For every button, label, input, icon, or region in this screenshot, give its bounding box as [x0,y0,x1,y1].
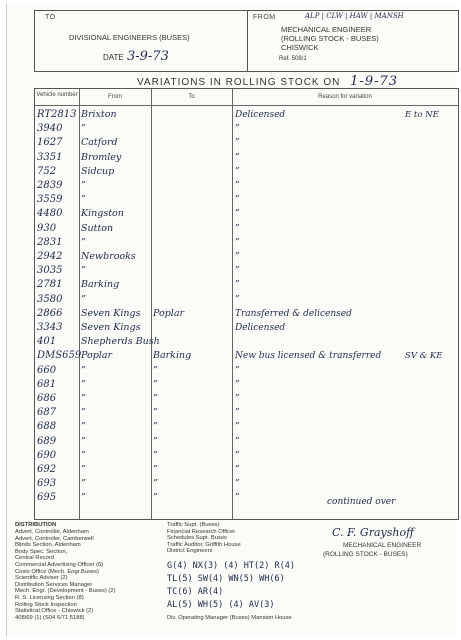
vehicle-number: 695 [37,492,57,504]
vehicle-number: 3559 [37,194,63,206]
to-garage: ” [153,421,158,433]
row-note: E to NE [405,110,439,120]
distribution-entry: Mech. Engr. (Development - Buses) (2) [15,588,116,595]
distribution-list-1 [15,529,116,621]
col-header-reason: Reason for variation [318,94,372,100]
reason-text: ” [235,394,240,404]
to-garage [153,264,233,278]
reason-text: ” [235,252,240,262]
distribution-entry: TL(5) SW(4) WN(5) WH(6) [167,574,285,584]
vehicle-number: 690 [37,449,57,461]
to-garage [153,293,233,307]
from-garage: ” [81,407,86,419]
from-garage: ” [81,194,86,206]
from-garage: Seven Kings [81,322,141,333]
table-row [35,463,458,477]
vehicle-number: 3351 [37,151,63,163]
variations-table [34,88,459,520]
vehicle-number: 688 [37,421,57,433]
row-note: SV & KE [405,351,443,362]
to-garage [153,179,233,193]
table-row [35,449,458,463]
from-garage: Barking [81,279,120,291]
distribution-entry: 408/69 (1) (S04 6/71 5188) [15,614,85,621]
from-garage: Kingston [81,208,124,220]
table-row [35,108,458,122]
distribution-entry: Scientific Adviser (2) [15,575,68,582]
signature: C. F. Grayshoff [332,526,414,539]
to-garage [153,207,233,221]
distribution-list-2 [167,522,241,555]
col-header-from: From [108,94,122,100]
table-row [35,293,458,307]
distribution-entry: Rolling Stock Inspection [15,601,77,608]
reason-text: ” [235,450,240,461]
from-garage: ” [81,293,86,305]
to-garage: ” [153,492,158,504]
from-garage: ” [81,364,86,376]
reason-text: ” [235,209,240,220]
vehicle-number: 689 [37,435,57,447]
distribution-entry: TC(6) AR(4) [167,587,224,597]
handwritten-annotation: ALP | CLW | HAW | MANSH [305,12,404,20]
reason-text: ” [235,181,240,191]
header-divider [247,11,248,71]
reason-text: ” [235,365,240,376]
date-label: DATE [103,53,124,62]
from-garage: ” [81,435,86,447]
to-garage: ” [153,378,158,390]
table-row [35,222,458,236]
from-garage: ” [81,265,86,277]
vehicle-number: 3343 [37,322,63,333]
to-garage: ” [153,364,158,376]
reason-text: Delicensed [235,323,286,333]
to-garage [153,122,233,136]
to-garage: ” [153,435,158,447]
to-garage [153,335,233,349]
table-row [35,335,458,349]
from-garage: ” [81,123,86,135]
to-garage: ” [153,449,158,461]
to-garage [153,250,233,264]
vehicle-number: 1627 [37,137,63,149]
table-row [35,378,458,392]
vehicle-number: 3035 [37,265,63,277]
reason-text: ” [235,479,240,490]
vehicle-number: 930 [37,222,57,234]
from-garage: Brixton [81,109,117,120]
table-row [35,307,458,321]
table-row [35,236,458,250]
vehicle-number: 401 [37,336,57,348]
vehicle-number: 2781 [37,279,63,291]
reason-text: ” [235,379,240,390]
from-garage: ” [81,421,86,433]
from-garage: Sutton [81,222,114,234]
reason-text: ” [235,422,240,433]
reason-text: ” [235,465,240,475]
distribution-entry: Traffic Auditor, Griffith House [167,541,241,548]
from-garage: Seven Kings [81,307,141,319]
reason-text: ” [235,237,240,248]
vehicle-number: 3940 [37,123,63,135]
vehicle-number: 3580 [37,293,63,305]
reason-text: ” [235,152,240,163]
signature-title-2: (ROLLING STOCK - BUSES) [323,551,408,558]
reason-text: ” [235,124,240,135]
table-row [35,477,458,491]
table-row [35,321,458,335]
from-line-1: MECHANICAL ENGINEER [281,25,372,34]
distribution-entry: G(4) NX(3) (4) HT(2) R(4) [167,561,295,571]
to-garage: ” [153,393,158,404]
reason-text: ” [235,138,240,149]
reason-text: ” [235,195,240,206]
continued-over-note: continued over [327,497,396,507]
to-garage [153,151,233,165]
table-row [35,207,458,221]
from-garage: ” [81,393,86,404]
from-garage: ” [81,180,86,191]
title-date: 1-9-73 [350,74,399,89]
distribution-entry: Central Record [15,555,54,562]
vehicle-number: 4480 [37,208,63,220]
reason-text: New bus licensed & transferred [235,351,382,362]
depot-codes [167,560,295,612]
reason-text: ” [235,436,240,447]
to-garage [153,321,233,335]
from-garage: ” [81,236,86,248]
to-garage: Poplar [153,307,185,319]
distribution-entry: Advert, Controller, Aldenham [15,529,89,535]
table-row [35,435,458,449]
reason-text: ” [235,266,240,277]
table-row [35,420,458,434]
reason-text: ” [235,493,240,504]
vehicle-number: 752 [37,165,57,177]
table-row [35,165,458,179]
to-garage [153,222,233,236]
reason-text: ” [235,223,240,234]
from-garage: ” [81,449,86,461]
to-garage: Barking [153,350,192,362]
table-row [35,193,458,207]
vehicle-number: RT2813 [37,109,77,120]
document-title [137,74,398,89]
table-row [35,179,458,193]
from-garage: ” [81,378,86,390]
distribution-footer: Div. Operating Manager (Buses) Mansion House [167,615,292,621]
to-garage [153,236,233,250]
distribution-entry: Commercial Advertising Officer (6) [15,561,104,568]
reason-text: ” [235,166,240,177]
from-line-3: CHISWICK [281,43,319,52]
reason-text: ” [235,294,240,305]
from-garage: Poplar [81,350,113,362]
vehicle-number: DMS659 [37,350,82,362]
distribution-entry: Body Spec. Section, [15,548,68,555]
reason-text: Delicensed [235,110,286,120]
table-row [35,136,458,150]
document-sheet [6,4,456,636]
from-label: FROM [253,14,276,21]
distribution-entry: R. S. Licensing Section (8) [15,594,84,601]
to-garage: ” [153,407,158,419]
signature-title-1: MECHANICAL ENGINEER [343,542,422,549]
distribution-entry: Advert, Controller, Camberwell [15,535,94,542]
reason-text: ” [235,280,240,291]
table-row [35,250,458,264]
header-box [34,10,459,72]
from-line-2: (ROLLING STOCK - BUSES) [281,34,379,43]
vehicle-number: 2942 [37,251,63,262]
vehicle-number: 2866 [37,307,63,319]
table-row [35,406,458,420]
reason-text: ” [235,408,240,419]
to-value: DIVISIONAL ENGINEERS (BUSES) [69,33,190,42]
to-garage: ” [153,478,158,490]
from-garage: Shepherds Bush [81,336,160,348]
vehicle-number: 693 [37,478,57,490]
from-garage: Catford [81,137,118,149]
to-garage [153,193,233,207]
table-row [35,278,458,292]
to-garage: ” [153,464,158,475]
distribution-entry: Financial Research Officer [167,528,236,535]
from-garage: ” [81,464,86,475]
distribution-entry: Distribution Services Manager [15,581,93,588]
table-row [35,122,458,136]
vehicle-number: 681 [37,378,57,390]
vehicle-number: 687 [37,407,57,419]
distribution-entry: Statistical Office - Chiswick (2) [15,608,94,615]
reason-text: Transferred & delicensed [235,308,352,319]
distribution-entry: AL(5) WH(5) (4) AV(3) [167,600,275,610]
vehicle-number: 692 [37,464,57,475]
vehicle-number: 2831 [37,236,63,248]
distribution-entry: District Engineers [167,548,213,555]
date-value: 3-9-73 [127,49,169,64]
distribution-entry: Traffic Supt. (Buses) [167,522,220,528]
to-garage [153,136,233,150]
table-row [35,151,458,165]
vehicle-number: 660 [37,364,57,376]
title-text: VARIATIONS IN ROLLING STOCK ON [137,77,341,88]
reference-number: Ref. 508/1 [279,56,307,62]
from-garage: Bromley [81,151,122,163]
from-garage: ” [81,492,86,504]
to-garage [153,165,233,179]
to-garage [153,278,233,292]
col-header-vehicle: Vehicle number [36,92,78,98]
table-row [35,264,458,278]
table-row [35,364,458,378]
vehicle-number: 686 [37,393,57,404]
distribution-entry: Costs Office (Mech. Engr.Buses) [15,568,99,575]
vehicle-number: 2839 [37,180,63,191]
from-garage: ” [81,478,86,490]
distribution-entry: Blinds Section, Aldenham [15,542,81,549]
table-row [35,392,458,406]
from-garage: Newbrooks [81,251,136,262]
table-row [35,349,458,363]
from-garage: Sidcup [81,165,115,177]
distribution-entry: Schedules Supt. Buses [167,535,227,542]
to-label: TO [45,14,56,21]
header-rule [35,105,458,106]
to-garage [153,108,233,122]
distribution-heading: DISTRIBUTION [15,522,57,528]
col-header-to: To [188,94,195,100]
reason-text [235,335,458,349]
